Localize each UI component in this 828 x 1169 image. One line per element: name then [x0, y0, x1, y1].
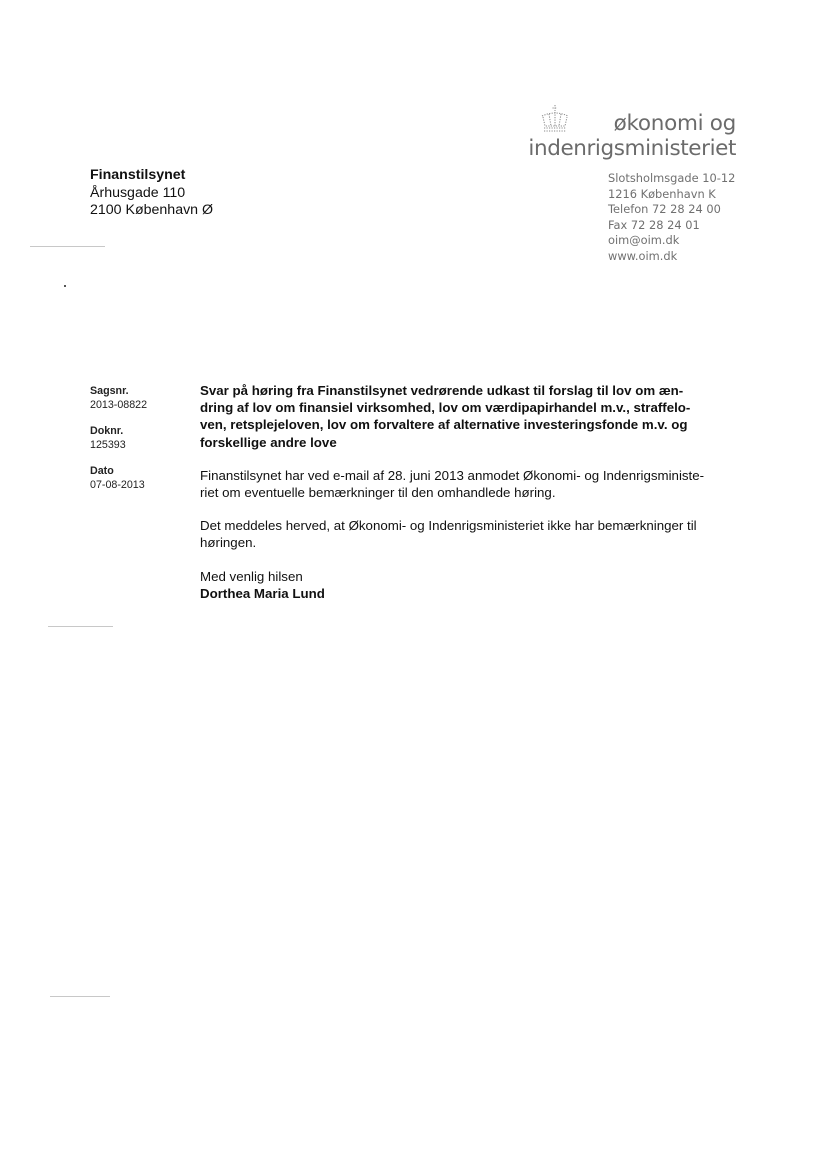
sender-city: 1216 København K [608, 186, 716, 201]
subject-line: ven, retsplejeloven, lov om forvaltere af alternative investeringsfonde m.v. og [200, 417, 688, 433]
recipient-name: Finanstilsynet [90, 167, 186, 183]
date-value: 07-08-2013 [90, 479, 145, 491]
recipient-street: Århusgade 110 [90, 184, 186, 201]
document-meta [90, 384, 147, 492]
document-number-value: 125393 [90, 439, 126, 451]
recipient-city: 2100 København Ø [90, 202, 214, 219]
ministry-logo-line2: indenrigsministeriet [528, 136, 736, 161]
scan-dot [64, 285, 66, 287]
scan-mark [50, 996, 110, 997]
scan-mark [48, 626, 113, 627]
paragraph-line: Finanstilsynet har ved e-mail af 28. juni 2013 anmodet Økonomi- og Indenrigsministe- [200, 467, 705, 483]
case-number-value: 2013-08822 [90, 399, 148, 411]
document-number-label: Doknr. [90, 425, 124, 437]
sender-phone: Telefon 72 28 24 00 [608, 202, 721, 216]
paragraph-line: Det meddeles herved, at Økonomi- og Indenrigsministeriet ikke har bemærkninger til [200, 518, 697, 534]
signature-name: Dorthea Maria Lund [200, 585, 325, 601]
sender-website: www.oim.dk [608, 248, 678, 263]
recipient-address [90, 167, 213, 220]
crown-icon [538, 104, 572, 134]
date-label: Dato [90, 465, 114, 477]
case-number-label: Sagsnr. [90, 385, 129, 397]
closing-greeting: Med venlig hilsen [200, 568, 303, 584]
ministry-logo-line1: økonomi og [613, 111, 736, 136]
paragraph-request [200, 467, 740, 501]
paragraph-line: høringen. [200, 535, 257, 551]
subject-line: dring af lov om finansiel virksomhed, lov om værdipapirhandel m.v., straffelo- [200, 400, 691, 416]
sender-fax: Fax 72 28 24 01 [608, 217, 700, 232]
scan-mark [30, 246, 105, 247]
letter-body [200, 382, 740, 602]
sender-address [608, 171, 735, 264]
sender-street: Slotsholmsgade 10-12 [608, 171, 736, 185]
sender-email: oim@oim.dk [608, 233, 680, 247]
paragraph-response [200, 517, 740, 551]
subject-line: forskellige andre love [200, 434, 337, 450]
letter-subject [200, 382, 740, 451]
paragraph-line: riet om eventuelle bemærkninger til den omhandlede høring. [200, 485, 556, 501]
subject-line: Svar på høring fra Finanstilsynet vedrørende udkast til forslag til lov om æn- [200, 383, 684, 398]
